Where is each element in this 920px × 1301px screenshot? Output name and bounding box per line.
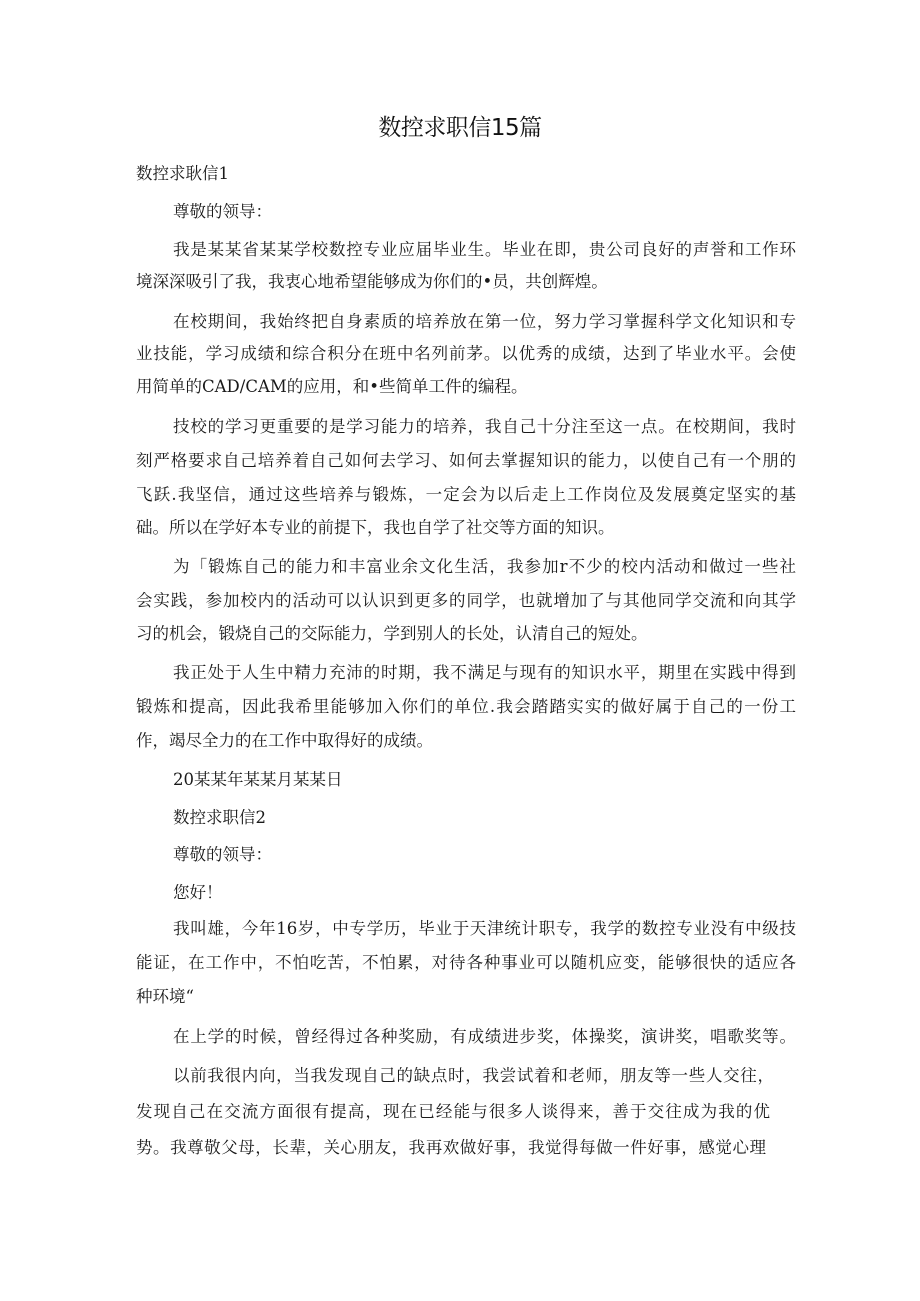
section-heading-2: 数控求职信2 (173, 808, 266, 827)
paragraph-line: 势。我尊敬父母，长辈，关心朋友，我再欢做好事，我觉得每做一件好事，感觉心理 (136, 1138, 766, 1157)
paragraph-line: 飞跃.我坚信，通过这些培养与锻炼，一定会为以后走上工作岗位及发展奠定坚实的基 (136, 485, 796, 504)
paragraph-line: 作，竭尽全力的在工作中取得好的成绩。 (136, 731, 433, 750)
paragraph-line: 在上学的时候，曾经得过各种奖励，有成绩进步奖，体操奖，演讲奖，唱歌奖等。 (173, 1027, 796, 1046)
paragraph-line: 锻炼和提高，因此我希里能够加入你们的单位.我会踏踏实实的做好属于自己的一份工 (136, 697, 796, 716)
paragraph-line: 技校的学习更重要的是学习能力的培养，我自己十分注至这一点。在校期间，我时 (173, 417, 796, 436)
paragraph-line: 能证，在工作中，不怕吃苦，不怕累，对待各种事业可以随机应变，能够很快的适应各 (136, 953, 796, 972)
greeting: 您好！ (173, 883, 223, 902)
section-heading-1: 数控求耿信1 (136, 164, 229, 183)
paragraph-line: 用简单的CAD/CAM的应用，和•些简单工件的编程。 (136, 377, 528, 396)
paragraph-line: 在校期间，我始终把自身素质的培养放在第一位，努力学习掌握科学文化知识和专 (173, 312, 796, 331)
date-line: 20某某年某某月某某日 (173, 770, 343, 789)
paragraph-line: 我正处于人生中精力充沛的时期，我不满足与现有的知识水平，期里在实践中得到 (173, 663, 796, 682)
paragraph-line: 境深深吸引了我，我衷心地希望能够成为你们的•员，共创辉煌。 (136, 272, 608, 291)
document-title: 数控求职信15篇 (378, 115, 542, 141)
paragraph-line: 习的机会，锻烧自己的交际能力，学到别人的长处，认清自己的短处。 (136, 624, 648, 643)
paragraph-line: 种环境“ (136, 987, 194, 1006)
paragraph-line: 会实践，参加校内的活动可以认识到更多的同学，也就增加了与其他同学交流和向其学 (136, 591, 796, 610)
salutation: 尊敬的领导： (173, 202, 272, 221)
salutation: 尊敬的领导： (173, 845, 272, 864)
paragraph-line: 我是某某省某某学校数控专业应届毕业生。毕业在即，贵公司良好的声誉和工作环 (173, 240, 796, 259)
paragraph-line: 础。所以在学好本专业的前提下，我也自学了社交等方面的知识。 (136, 518, 615, 537)
paragraph-line: 以前我很内向，当我发现自己的缺点时，我尝试着和老师，朋友等一些人交往， (173, 1066, 774, 1085)
paragraph-line: 为「锻炼自己的能力和丰富业余文化生活，我参加r不少的校内活动和做过一些社 (173, 557, 796, 576)
paragraph-line: 我叫雄，今年16岁，中专学历，毕业于天津统计职专，我学的数控专业没有中级技 (173, 919, 796, 938)
paragraph-line: 发现自己在交流方面很有提高，现在已经能与很多人谈得来，善于交往成为我的优 (136, 1102, 770, 1121)
paragraph-line: 刻严格要求自己培养着自己如何去学习、如何去掌握知识的能力，以使自己有一个朋的 (136, 451, 796, 470)
paragraph-line: 业技能，学习成绩和综合积分在班中名列前茅。以优秀的成绩，达到了毕业水平。会使 (136, 344, 796, 363)
